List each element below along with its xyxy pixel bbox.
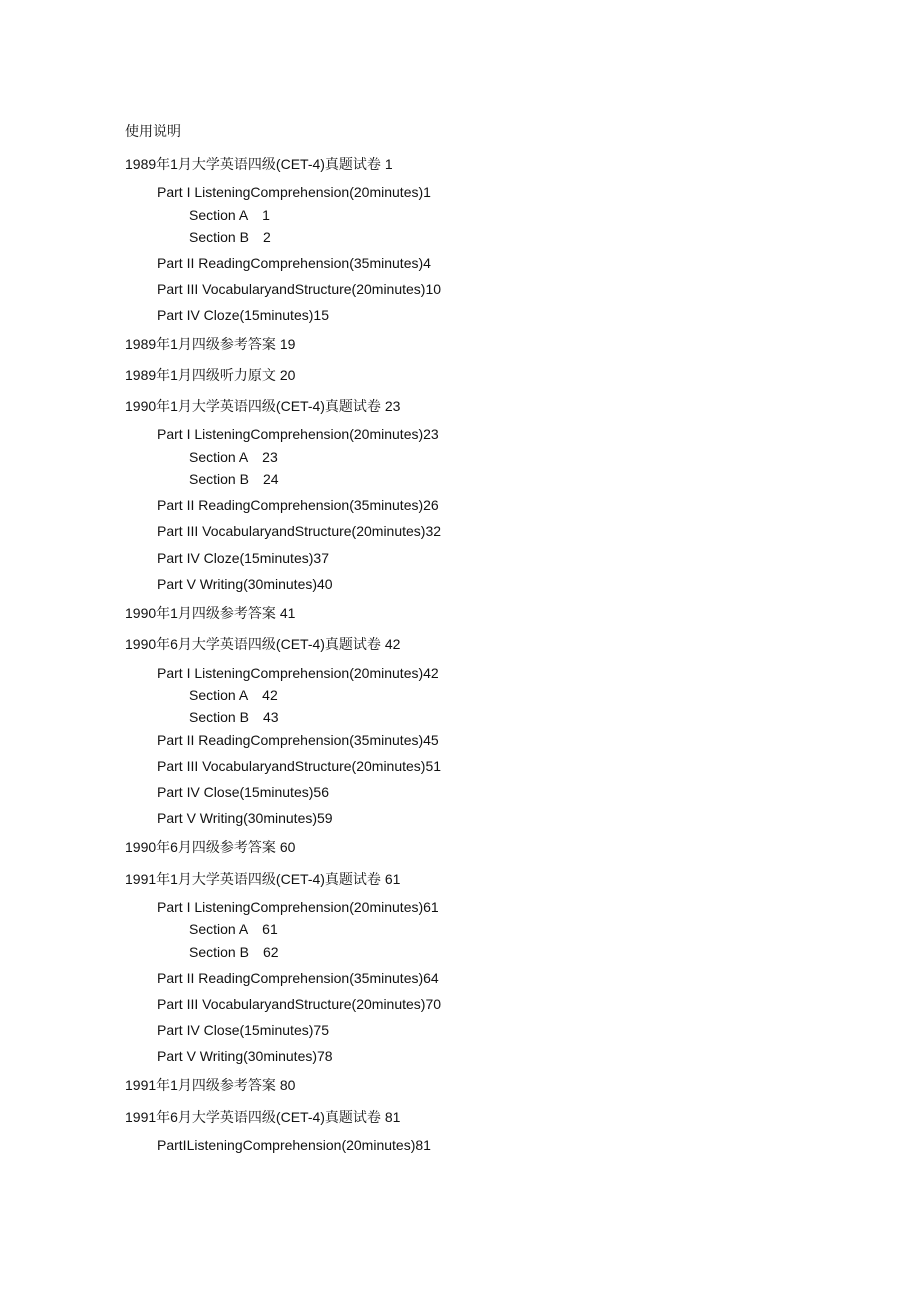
toc-entry[interactable] [125,397,400,415]
toc-entry[interactable] [125,335,295,353]
toc-entry-page-number: 20 [275,367,296,383]
toc-entry-page-number: 56 [313,784,329,800]
toc-entry-page-number: 23 [380,398,401,414]
toc-entry[interactable] [125,155,393,173]
toc-entry-page-number: 80 [275,1077,296,1093]
toc-entry-title: 1991年1月大学英语四级(CET-4)真题试卷 [125,871,381,887]
toc-entry-title: Part IV Cloze(15minutes) [157,550,314,566]
toc-entry-title: 1990年1月大学英语四级(CET-4)真题试卷 [125,398,381,414]
toc-entry-title: 1989年1月大学英语四级(CET-4)真题试卷 [125,156,381,172]
toc-entry[interactable] [125,838,295,856]
toc-entry[interactable] [157,425,439,443]
toc-entry[interactable] [189,470,279,488]
toc-entry-page-number: 61 [423,899,439,915]
toc-entry-title: Part III VocabularyandStructure(20minutes) [157,996,426,1012]
toc-entry-title: 使用说明 [125,123,181,139]
toc-entry-page-number: 42 [380,636,401,652]
toc-entry-title: 1990年6月四级参考答案 [125,839,276,855]
toc-entry[interactable] [125,870,400,888]
toc-entry[interactable] [157,1136,431,1154]
toc-entry[interactable] [189,686,278,704]
toc-entry-page-number: 2 [262,229,271,245]
toc-entry-title: Part II ReadingComprehension(35minutes) [157,732,424,748]
toc-entry-title: Part III VocabularyandStructure(20minutes) [157,281,426,297]
toc-entry-page-number: 41 [275,605,296,621]
toc-entry-page-number: 81 [415,1137,431,1153]
toc-entry-title: Part IV Close(15minutes) [157,1022,314,1038]
toc-entry-page-number: 15 [313,307,329,323]
toc-entry-title: Part III VocabularyandStructure(20minutes) [157,523,426,539]
toc-entry-title: Section B [189,944,249,960]
toc-entry[interactable] [157,1047,333,1065]
toc-entry-title: Part I ListeningComprehension(20minutes) [157,665,424,681]
toc-entry-page-number: 23 [262,449,278,465]
toc-entry-page-number: 4 [423,255,431,271]
toc-entry[interactable] [125,366,295,384]
toc-entry[interactable] [125,604,295,622]
toc-entry[interactable] [157,1021,329,1039]
toc-entry-title: Section B [189,709,249,725]
toc-entry-title: 1991年1月四级参考答案 [125,1077,276,1093]
toc-entry-page-number: 51 [425,758,442,774]
toc-entry[interactable] [125,122,181,140]
toc-entry-title: Part I ListeningComprehension(20minutes) [157,899,424,915]
toc-entry[interactable] [189,228,271,246]
toc-entry[interactable] [157,496,439,514]
toc-entry-title: 1989年1月四级听力原文 [125,367,276,383]
toc-entry-title: Section A [189,449,249,465]
toc-entry-page-number: 26 [423,497,439,513]
toc-entry-page-number: 10 [425,281,442,297]
toc-entry-title: Part II ReadingComprehension(35minutes) [157,497,424,513]
toc-entry-title: Part V Writing(30minutes) [157,1048,318,1064]
toc-entry-title: Part V Writing(30minutes) [157,576,318,592]
toc-entry-page-number: 1 [423,184,431,200]
toc-entry-title: Part I ListeningComprehension(20minutes) [157,426,424,442]
toc-entry[interactable] [189,448,278,466]
toc-entry[interactable] [157,995,441,1013]
toc-entry-page-number: 24 [262,471,279,487]
toc-entry-page-number: 78 [317,1048,333,1064]
toc-entry[interactable] [157,898,439,916]
toc-entry-title: Part II ReadingComprehension(35minutes) [157,970,424,986]
toc-entry-title: Section A [189,921,249,937]
toc-entry-page-number: 61 [262,921,278,937]
toc-entry-page-number: 23 [423,426,439,442]
toc-entry-page-number: 61 [380,871,401,887]
toc-entry-page-number: 42 [423,665,439,681]
toc-entry[interactable] [157,522,441,540]
toc-entry-title: PartIListeningComprehension(20minutes) [157,1137,416,1153]
toc-entry-title: Part II ReadingComprehension(35minutes) [157,255,424,271]
toc-entry[interactable] [157,306,329,324]
toc-entry[interactable] [157,575,333,593]
toc-entry-page-number: 64 [423,970,439,986]
toc-entry-page-number: 37 [313,550,329,566]
toc-entry[interactable] [125,1108,400,1126]
toc-entry-page-number: 45 [423,732,439,748]
toc-entry[interactable] [157,664,439,682]
toc-entry[interactable] [157,254,431,272]
toc-entry[interactable] [157,783,329,801]
toc-entry[interactable] [189,206,270,224]
toc-entry[interactable] [125,1076,295,1094]
toc-entry-title: Part IV Close(15minutes) [157,784,314,800]
toc-entry[interactable] [157,731,439,749]
toc-entry[interactable] [157,757,441,775]
toc-entry-page-number: 1 [380,156,393,172]
toc-entry-page-number: 75 [313,1022,329,1038]
toc-entry[interactable] [189,920,278,938]
toc-entry[interactable] [157,969,439,987]
toc-entry-page-number: 42 [262,687,278,703]
toc-entry-page-number: 81 [380,1109,401,1125]
toc-entry-title: 1990年1月四级参考答案 [125,605,276,621]
toc-entry-title: Part I ListeningComprehension(20minutes) [157,184,424,200]
toc-entry-page-number: 32 [425,523,442,539]
toc-entry-page-number: 70 [425,996,442,1012]
toc-entry[interactable] [157,549,329,567]
toc-entry-title: 1990年6月大学英语四级(CET-4)真题试卷 [125,636,381,652]
toc-entry-title: Section B [189,471,249,487]
toc-entry-page-number: 62 [262,944,279,960]
toc-entry-title: 1989年1月四级参考答案 [125,336,276,352]
toc-entry-page-number: 19 [275,336,296,352]
toc-entry-page-number: 43 [262,709,279,725]
toc-entry-page-number: 1 [262,207,270,223]
toc-entry-page-number: 60 [275,839,296,855]
toc-entry-title: Part IV Cloze(15minutes) [157,307,314,323]
toc-entry-page-number: 59 [317,810,333,826]
toc-entry[interactable] [189,943,279,961]
toc-entry-title: Part V Writing(30minutes) [157,810,318,826]
toc-entry[interactable] [157,183,431,201]
toc-entry[interactable] [157,809,333,827]
toc-entry-title: Section B [189,229,249,245]
toc-entry-page-number: 40 [317,576,333,592]
toc-entry-title: Part III VocabularyandStructure(20minutes) [157,758,426,774]
toc-entry[interactable] [157,280,441,298]
toc-entry-title: 1991年6月大学英语四级(CET-4)真题试卷 [125,1109,381,1125]
toc-entry[interactable] [125,635,400,653]
toc-entry-title: Section A [189,207,249,223]
toc-entry[interactable] [189,708,279,726]
toc-entry-title: Section A [189,687,249,703]
